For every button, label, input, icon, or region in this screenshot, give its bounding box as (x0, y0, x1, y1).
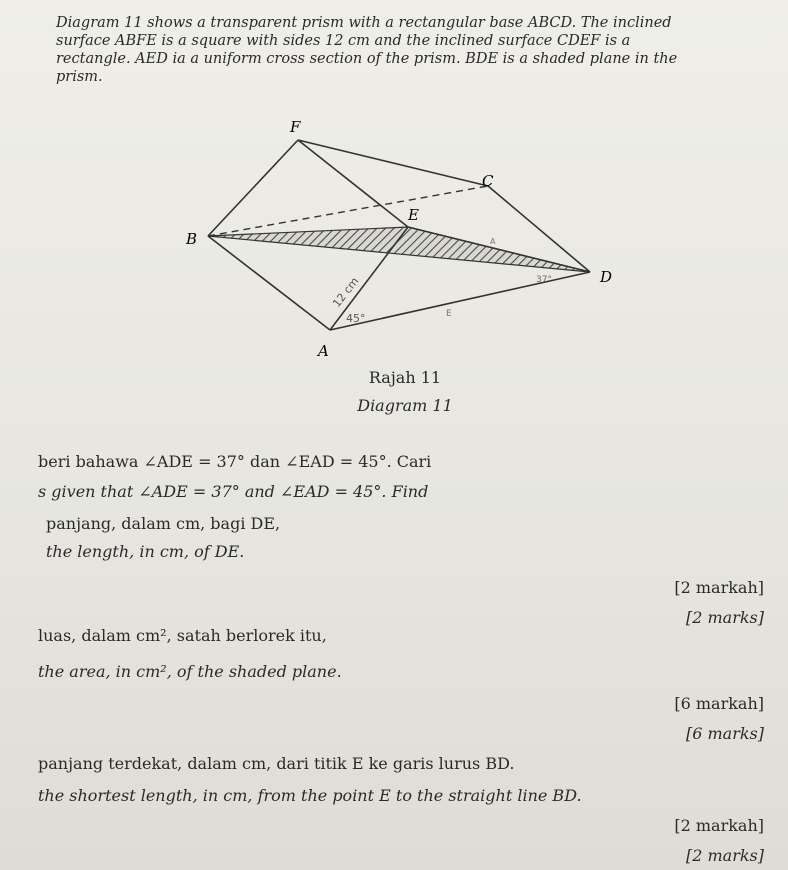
part-c-malay: panjang terdekat, dalam cm, dari titik E ke garis lurus BD. (38, 754, 515, 773)
annotation-small-e: E (446, 309, 452, 319)
label-e: E (408, 206, 419, 224)
intro-line-4: prism. (56, 69, 103, 85)
question-intro (56, 14, 736, 86)
edge-bc-hidden (208, 186, 488, 236)
annotation-small-mark: A (490, 237, 496, 246)
part-a-marks-english: [2 marks] (685, 608, 764, 627)
intro-line-2: surface ABFE is a square with sides 12 cm and the inclined surface CDEF is a (56, 33, 631, 49)
diagram-caption-malay: Rajah 11 (368, 368, 442, 387)
shaded-plane-bde (208, 227, 590, 272)
given-english: s given that ∠ADE = 37° and ∠EAD = 45°. Find (38, 482, 429, 501)
part-b-english: the area, in cm², of the shaded plane. (38, 662, 342, 681)
prism-diagram (170, 112, 640, 362)
part-a-marks-malay: [2 markah] (674, 578, 764, 597)
edge-ba (208, 236, 330, 330)
label-b: B (186, 230, 198, 248)
part-a-english: the length, in cm, of DE. (46, 542, 245, 561)
part-c-marks-english: [2 marks] (685, 846, 764, 865)
intro-line-1: Diagram 11 shows a transparent prism with a rectangular base ABCD. The inclined (56, 15, 672, 31)
part-c-marks-malay: [2 markah] (674, 816, 764, 835)
part-a-malay: panjang, dalam cm, bagi DE, (46, 514, 281, 533)
label-d: D (600, 268, 613, 286)
part-c-english: the shortest length, in cm, from the point E to the straight line BD. (38, 786, 582, 805)
annotation-angle-37: 37° (536, 275, 552, 285)
part-b-marks-malay: [6 markah] (674, 694, 764, 713)
diagram-caption-english: Diagram 11 (357, 396, 453, 415)
part-b-malay: luas, dalam cm², satah berlorek itu, (38, 626, 327, 645)
label-a: A (318, 342, 329, 360)
annotation-angle-45: 45° (346, 312, 366, 325)
annotation-12cm: 12 cm (330, 274, 362, 310)
part-b-marks-english: [6 marks] (685, 724, 764, 743)
given-malay: beri bahawa ∠ADE = 37° dan ∠EAD = 45°. Cari (38, 452, 432, 471)
label-f: F (290, 118, 301, 136)
label-c: C (482, 172, 494, 190)
intro-line-3: rectangle. AED ia a uniform cross section of the prism. BDE is a shaded plane in the (56, 51, 678, 67)
edge-bf (208, 140, 298, 236)
